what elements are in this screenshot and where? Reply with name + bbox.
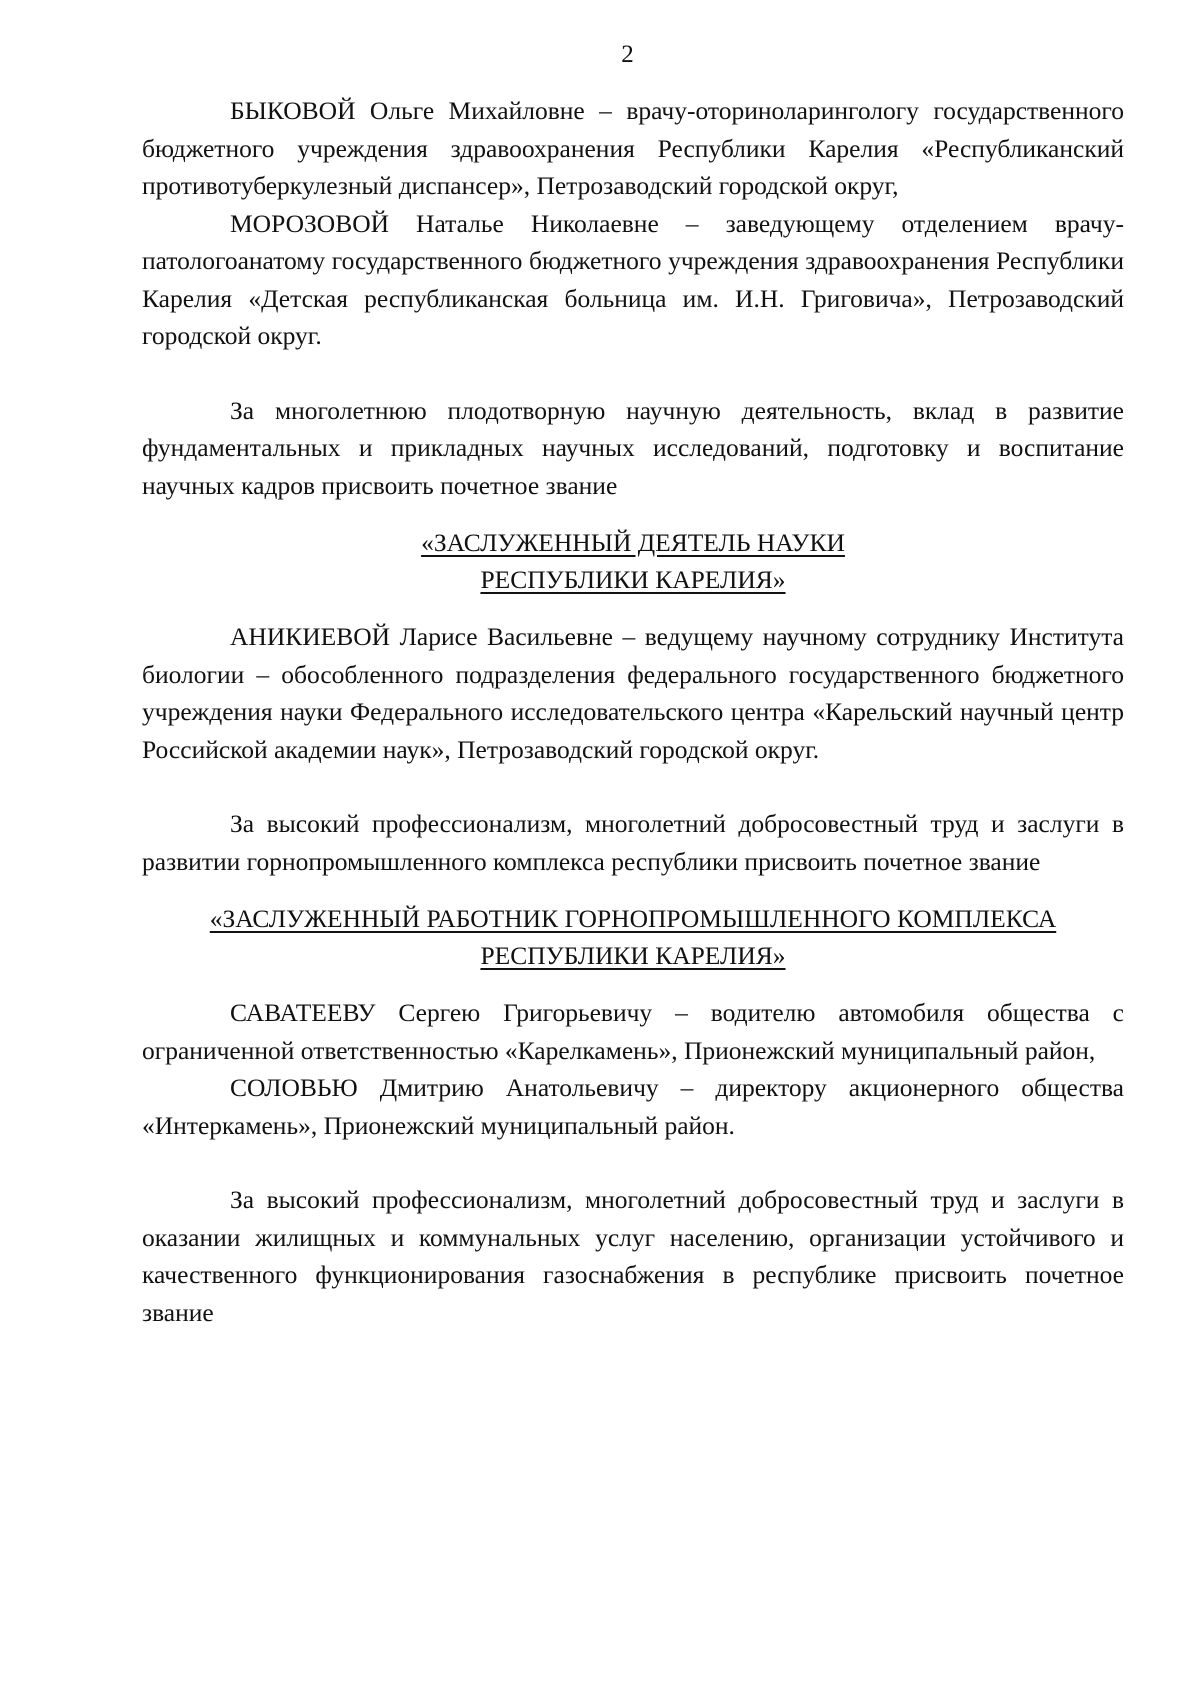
award-reason-utilities: За высокий профессионализм, многолетний добросовестный труд и заслуги в оказании жилищных и коммунальных услуг населению, организации устойчивого и качественного функционирования газоснабжения в республике присвоить почетное звание [142, 1185, 1124, 1327]
title-science-line1: «ЗАСЛУЖЕННЫЙ ДЕЯТЕЛЬ НАУКИ [421, 528, 845, 557]
award-recipient-solovey: СОЛОВЬЮ Дмитрию Анатольевичу – директору акционерного общества «Интеркамень», Прионежский муниципальный район. [142, 1073, 1124, 1140]
page-number: 2 [621, 41, 634, 68]
award-recipient-savateev: САВАТЕЕВУ Сергею Григорьевичу – водителю автомобиля общества с ограниченной ответственностью «Карелкамень», Прионежский муниципальный район, [142, 998, 1124, 1065]
document-body [142, 92, 1124, 1331]
award-recipient-morozova: МОРОЗОВОЙ Наталье Николаевне – заведующему отделением врачу-патологоанатому государственного бюджетного учреждения здравоохранения Республики Карелия «Детская республиканская больница им. И.Н. Григовича», Петрозаводский городской округ. [142, 208, 1124, 350]
award-recipient-bykova: БЫКОВОЙ Ольге Михайловне – врачу-оториноларингологу государственного бюджетного учреждения здравоохранения Республики Карелия «Республиканский противотуберкулезный диспансер», Петрозаводский городской округ, [142, 96, 1124, 200]
award-reason-mining: За высокий профессионализм, многолетний добросовестный труд и заслуги в развитии горнопромышленного комплекса республики присвоить почетное звание [142, 809, 1124, 876]
award-recipient-anikieva: АНИКИЕВОЙ Ларисе Васильевне – ведущему научному сотруднику Института биологии – обособленного подразделения федерального государственного бюджетного учреждения науки Федерального исследовательского центра «Карельский научный центр Российской академии наук», Петрозаводский городской округ. [142, 622, 1124, 764]
award-reason-science: За многолетнюю плодотворную научную деятельность, вклад в развитие фундаментальных и прикладных научных исследований, подготовку и воспитание научных кадров присвоить почетное звание [142, 395, 1124, 500]
title-mining-line1: «ЗАСЛУЖЕННЫЙ РАБОТНИК ГОРНОПРОМЫШЛЕННОГО КОМПЛЕКСА [209, 904, 1057, 933]
title-science-line2: РЕСПУБЛИКИ КАРЕЛИЯ» [480, 565, 786, 594]
title-science [142, 524, 1124, 598]
title-mining-line2: РЕСПУБЛИКИ КАРЕЛИЯ» [480, 941, 786, 970]
title-mining [142, 900, 1124, 974]
